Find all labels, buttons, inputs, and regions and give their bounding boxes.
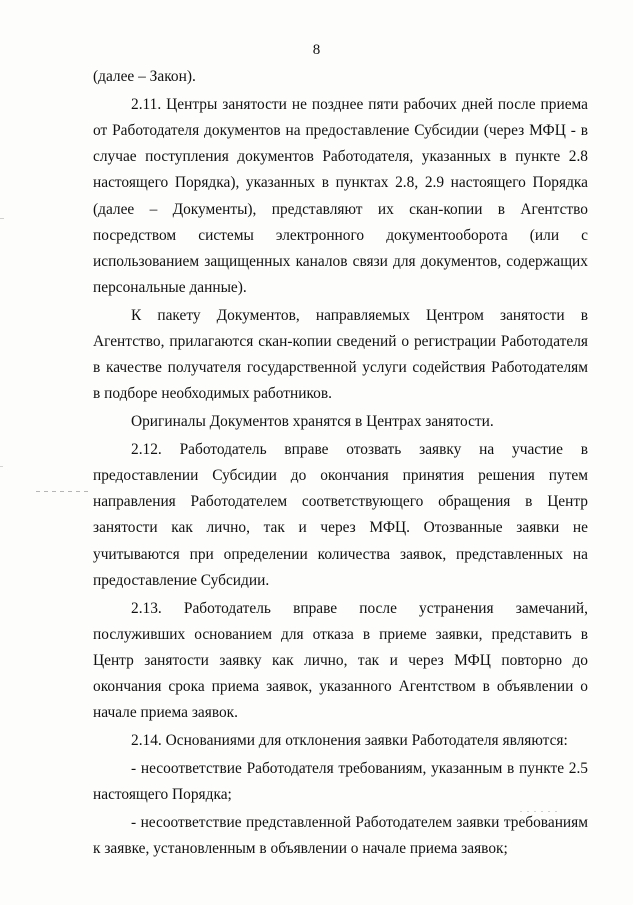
paragraph-continuation: (далее – Закон). [93,68,196,85]
list-item: - несоответствие Работодателя требованиям, указанным в пункте 2.5 настоящего Порядка; [93,759,588,803]
scan-artifact [0,218,4,219]
scan-artifact [36,491,91,492]
scan-artifact [0,466,3,467]
paragraph-2-12: 2.12. Работодатель вправе отозвать заявку на участие в предоставлении Субсидии до окончания принятия решения путем направления Работодателем соответствующего обращения в Центр занятости как лично, так и через МФЦ. Отозванные заявки не учитываются при определении количества заявок, представленных на предоставление Субсидии. [93,440,588,589]
paragraph-2-13: 2.13. Работодатель вправе после устранения замечаний, послуживших основанием для отказа в приеме заявки, представить в Центр занятости заявку как лично, так и через МФЦ повторно до окончания срока приема заявок, указанного Агентством в объявлении о начале приема заявок. [93,599,588,722]
paragraph-documents-package: К пакету Документов, направляемых Центром занятости в Агентство, прилагаются скан-копии сведений о регистрации Работодателя в качестве получателя государственной услуги содействия Работодателям в подборе необходимых работников. [93,306,588,403]
paragraph-2-14: 2.14. Основаниями для отклонения заявки Работодателя являются: [131,732,568,750]
document-body [93,64,588,864]
paragraph-2-11: 2.11. Центры занятости не позднее пяти рабочих дней после приема от Работодателя документов на предоставление Субсидии (через МФЦ - в случае поступления документов Работодателя, указанных в пункте 2.8 настоящего Порядка), указанных в пунктах 2.8, 2.9 настоящего Порядка (далее – Документы), представляют их скан-копии в Агентство посредством системы электронного документооборота (или с использованием защищенных каналов связи для документов, содержащих персональные данные). [93,95,588,297]
page-number: 8 [312,42,321,58]
paragraph-originals: Оригиналы Документов хранятся в Центрах занятости. [131,413,494,431]
list-item: - несоответствие представленной Работодателем заявки требованиям к заявке, установленным в объявлении о начале приема заявок; [93,813,588,857]
